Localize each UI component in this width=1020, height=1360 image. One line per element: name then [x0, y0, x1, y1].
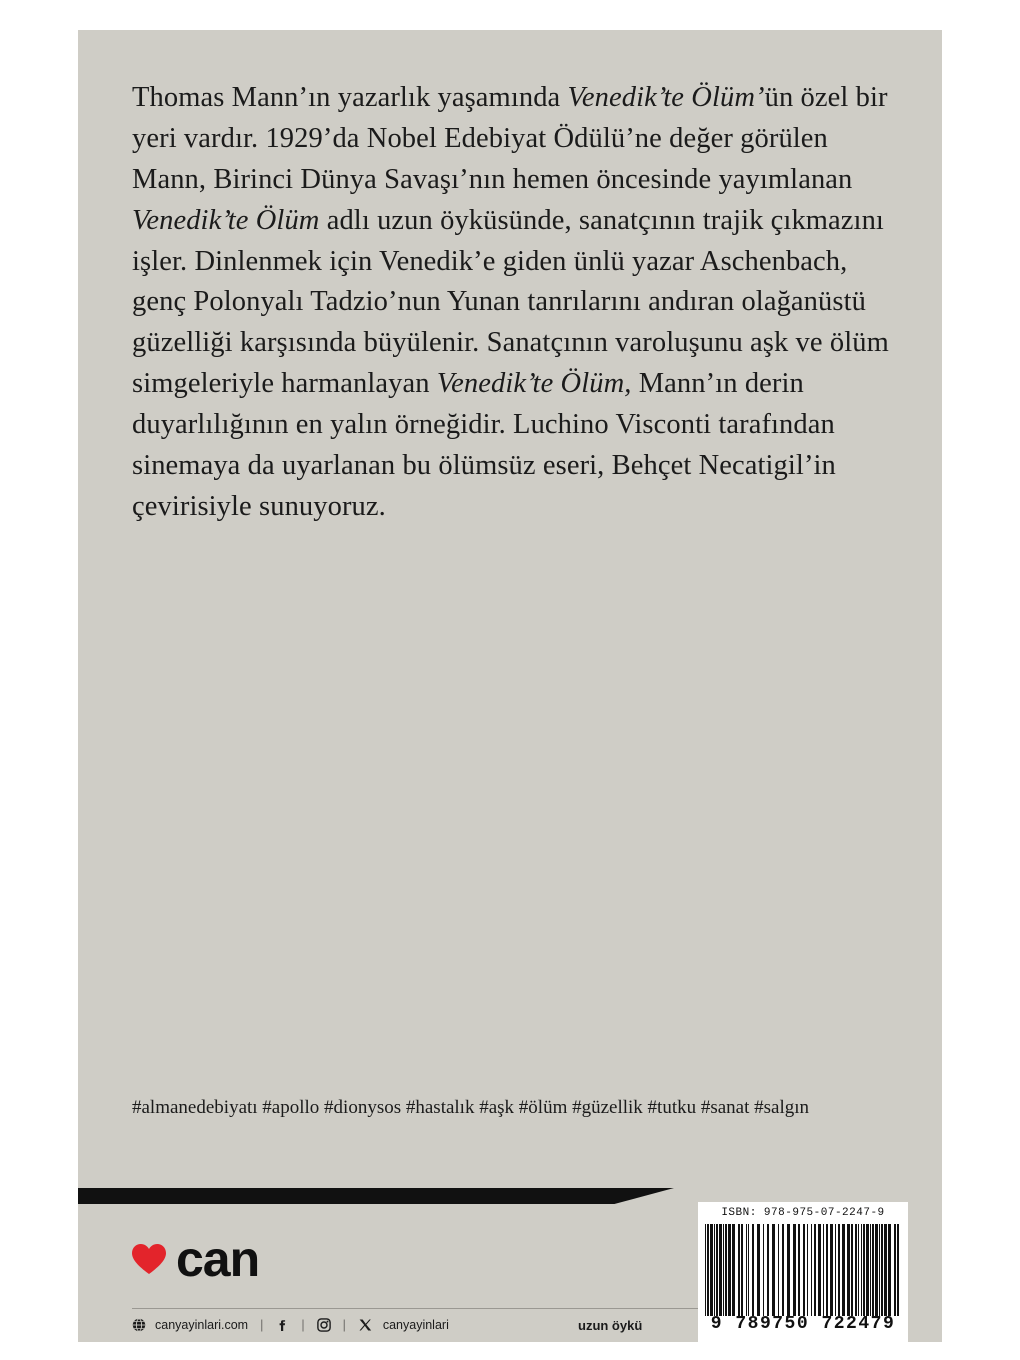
book-blurb: [132, 78, 902, 528]
footer-black-bar: [78, 1188, 674, 1204]
publisher-logo: [132, 1231, 260, 1287]
blurb-run-3: ün özel bir yeri vardır. 1929’da Nobel Edebiyat Ödülü’ne değer görülen Mann, Birinci Dünya Savaşı’nın hemen öncesinde yayımlanan: [132, 82, 888, 195]
globe-icon[interactable]: [132, 1318, 146, 1332]
website-label[interactable]: canyayinlari.com: [155, 1318, 249, 1332]
separator-1: |: [260, 1318, 264, 1332]
separator-2: |: [301, 1318, 305, 1332]
blurb-run-6-italic: Venedik’te Ölüm,: [436, 368, 632, 400]
footer-divider: [132, 1308, 732, 1309]
book-back-cover: [78, 30, 942, 1342]
social-handle[interactable]: canyayinlari: [382, 1318, 449, 1332]
isbn-text: ISBN: 978-975-07-2247-9: [721, 1207, 885, 1219]
genre-label: uzun öykü: [578, 1318, 643, 1333]
ean-digits: 9 789750 722479: [710, 1314, 896, 1334]
blurb-run-2-italic: Venedik’te Ölüm’: [567, 82, 765, 113]
blurb-run-4-italic: Venedik’te Ölüm: [132, 204, 320, 236]
x-icon[interactable]: [358, 1318, 372, 1332]
publisher-name: can: [176, 1231, 260, 1287]
barcode-bars: [705, 1224, 901, 1316]
instagram-icon[interactable]: [317, 1318, 331, 1332]
blurb-run-1: Thomas Mann’ın yazarlık yaşamında: [132, 82, 568, 113]
hashtag-list: #almanedebiyatı #apollo #dionysos #hastalık #aşk #ölüm #güzellik #tutku #sanat #salgın: [132, 1097, 810, 1118]
facebook-icon[interactable]: [275, 1318, 289, 1332]
social-links: [132, 1318, 449, 1332]
barcode: [698, 1202, 908, 1342]
separator-3: |: [342, 1318, 346, 1332]
heart-icon: [132, 1244, 166, 1275]
blurb-run-7: Mann’ın derin duyarlılığının en yalın örneğidir. Luchino Visconti tarafından sinemaya da uyarlanan bu ölümsüz eseri, Behçet Necatigil’in çevirisiyle sunuyoruz.: [132, 368, 836, 522]
blurb-run-5: adlı uzun öyküsünde, sanatçının trajik çıkmazını işler. Dinlenmek için Venedik’e giden ünlü yazar Aschenbach, genç Polonyalı Tadzio’nun Yunan tanrılarını andıran olağanüstü güzelliği karşısında büyülenir. Sanatçının varoluşunu aşk ve ölüm simgeleriyle harmanlayan: [132, 204, 889, 400]
